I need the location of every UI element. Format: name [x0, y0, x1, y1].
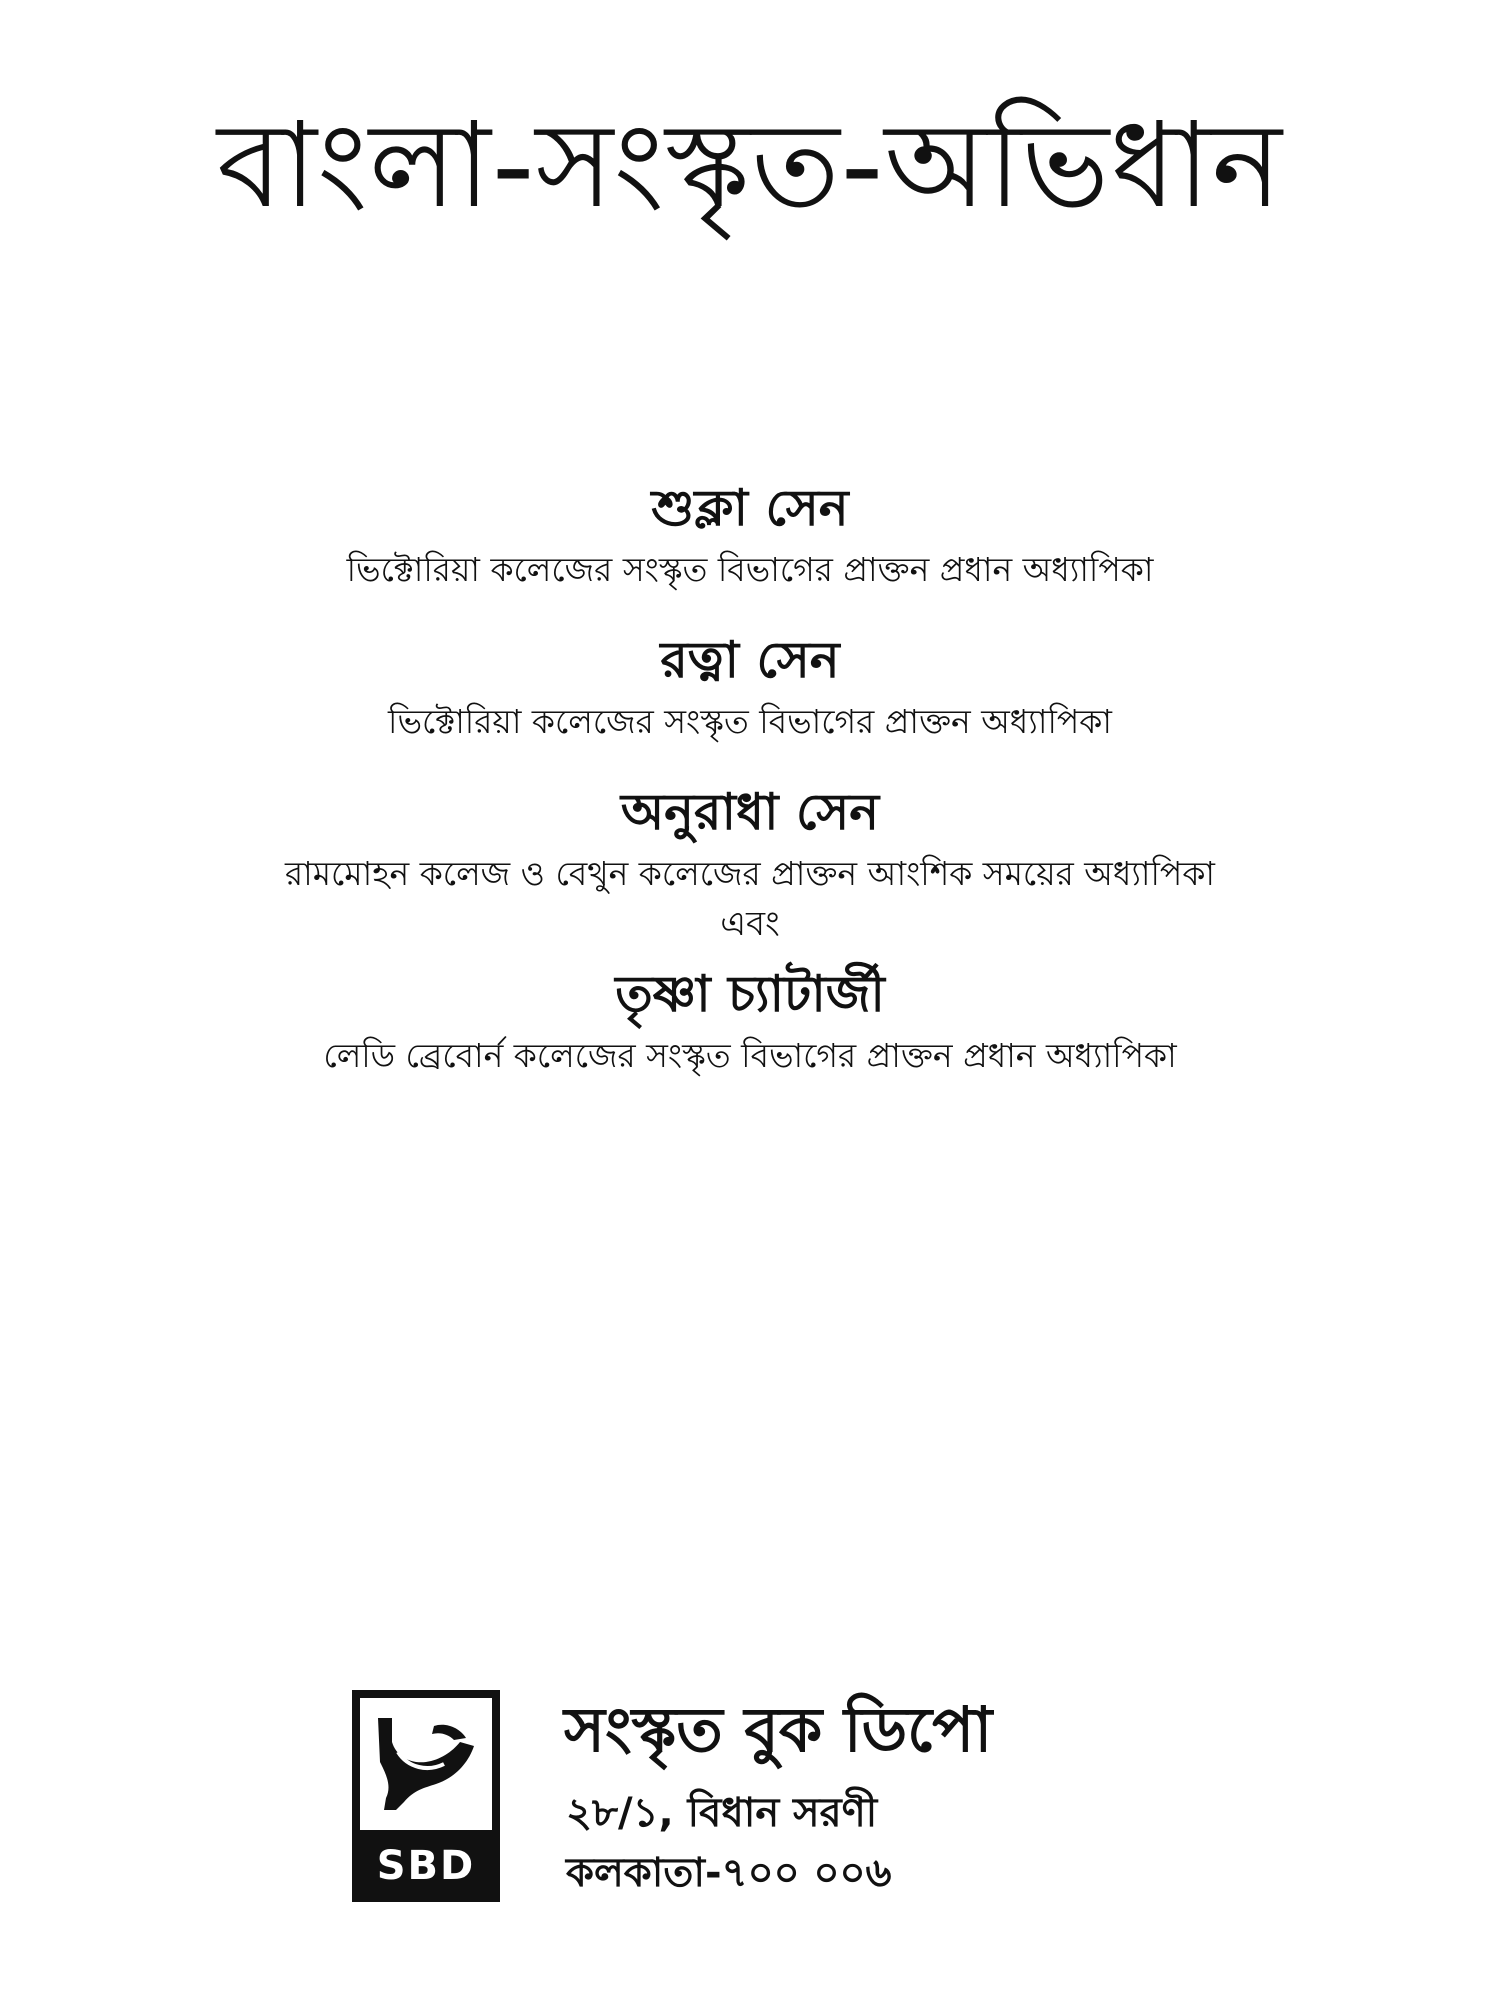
- author-description: ভিক্টোরিয়া কলেজের সংস্কৃত বিভাগের প্রাক্তন অধ্যাপিকা: [388, 702, 1112, 741]
- authors-section: [0, 478, 1500, 1078]
- author-entry: [0, 478, 1500, 592]
- author-entry: [0, 964, 1500, 1078]
- publisher-name: সংস্কৃত বুক ডিপো: [564, 1693, 993, 1766]
- conjunction-text: এবং: [720, 904, 780, 944]
- publisher-block: [352, 1690, 1152, 1905]
- publisher-address: ২৮/১, বিধান সরণী: [566, 1790, 878, 1836]
- bird-emblem-icon: [374, 1712, 478, 1816]
- author-name: তৃষ্ণা চ্যাটার্জী: [615, 965, 885, 1023]
- author-description: ভিক্টোরিয়া কলেজের সংস্কৃত বিভাগের প্রাক্তন প্রধান অধ্যাপিকা: [346, 550, 1154, 589]
- book-title: বাংলা-সংস্কৃত-অভিধান: [217, 96, 1283, 234]
- logo-lettering: SBD: [376, 1843, 476, 1889]
- publisher-logo: [352, 1690, 500, 1902]
- author-description: রামমোহন কলেজ ও বেথুন কলেজের প্রাক্তন আংশিক সময়ের অধ্যাপিকা: [285, 854, 1215, 893]
- author-name: অনুরাধা সেন: [620, 783, 880, 841]
- author-entry: [0, 782, 1500, 896]
- author-name: শুক্লা সেন: [651, 479, 849, 537]
- author-entry: [0, 630, 1500, 744]
- logo-emblem: [360, 1698, 492, 1830]
- publisher-city: কলকাতা-৭০০ ০০৬: [566, 1850, 892, 1896]
- author-description: লেডি ব্রেবোর্ন কলেজের সংস্কৃত বিভাগের প্রাক্তন প্রধান অধ্যাপিকা: [323, 1036, 1177, 1075]
- author-name: রত্না সেন: [660, 631, 840, 689]
